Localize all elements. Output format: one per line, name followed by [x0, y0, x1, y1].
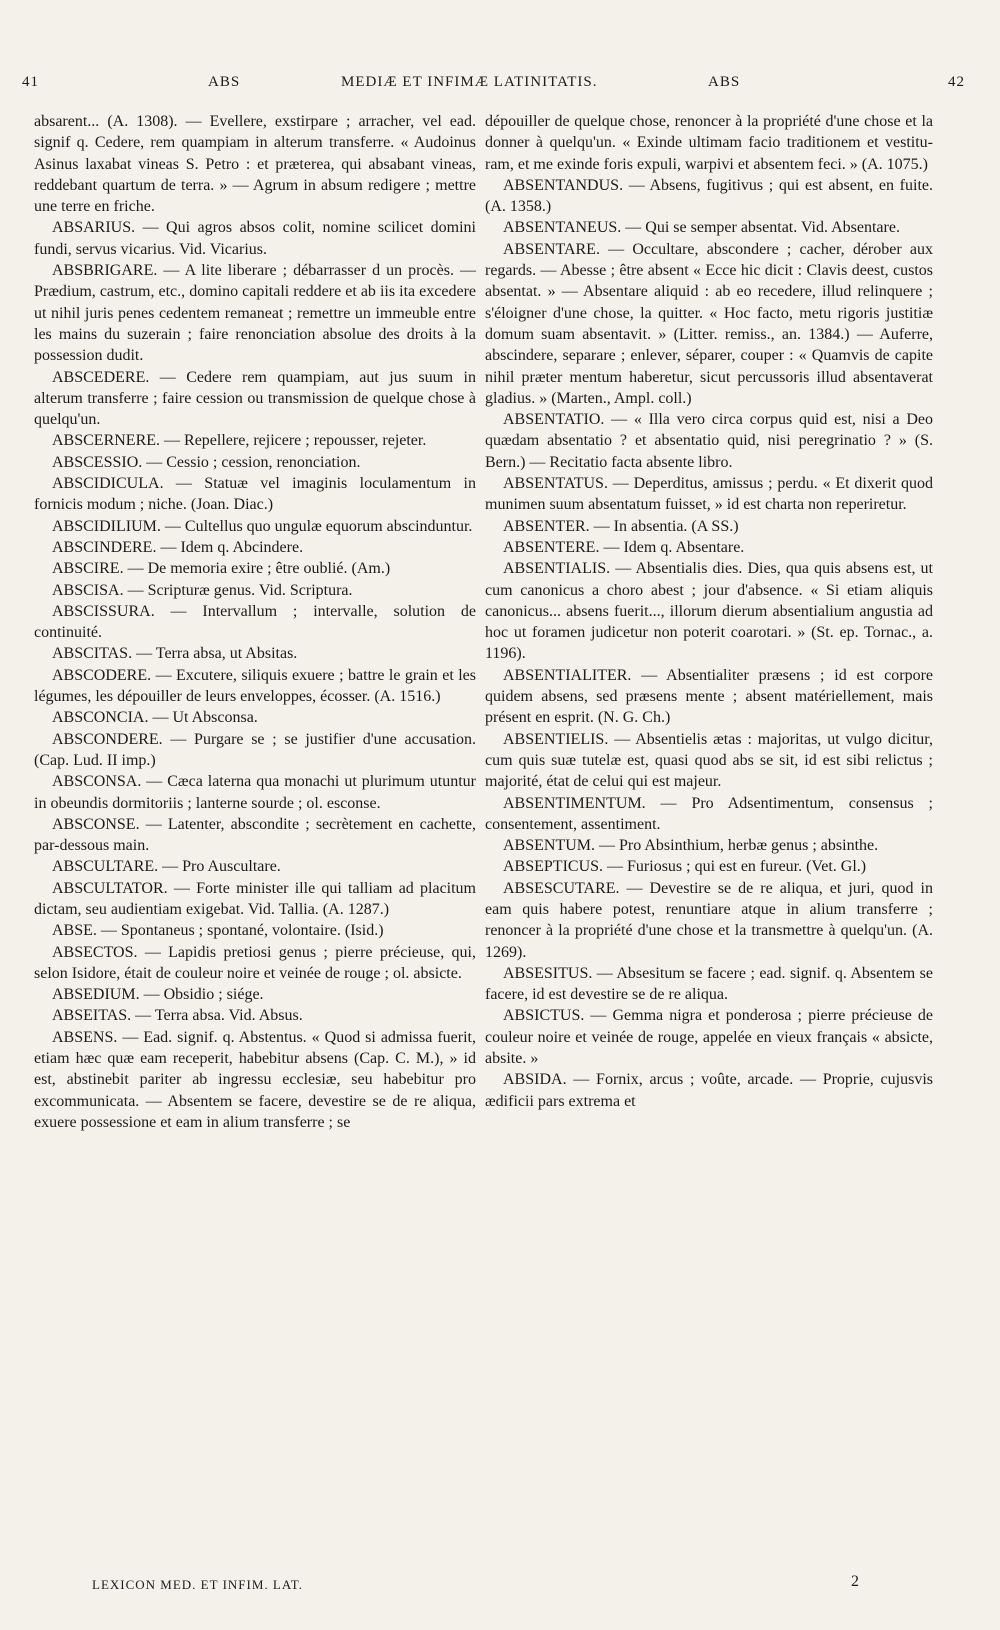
- dictionary-entry: ABSBRIGARE. — A lite liberare ; débarrasser d un procès. — Prædium, castrum, etc., domino capitali reddere et ab iis ita excedere ut nihil juris penes cedentem remaneat ; remettre un immeuble entre les mains du suzerain ; faire renonciation absolue des droits à la possession dudit.: [34, 262, 476, 365]
- dictionary-entry: ABSCEDERE. — Cedere rem quampiam, aut jus suum in alterum transferre ; faire cession ou transmission de quelque chose à quelqu'un.: [34, 368, 476, 429]
- dictionary-entry: ABSENTER. — In absentia. (A SS.): [503, 517, 739, 535]
- dictionary-entry: ABSCONCIA. — Ut Absconsa.: [52, 709, 258, 727]
- dictionary-entry: ABSEITAS. — Terra absa. Vid. Absus.: [52, 1007, 303, 1025]
- dictionary-entry: ABSCIDILIUM. — Cultellus quo ungulæ equorum abscinduntur.: [52, 517, 473, 535]
- dictionary-entry: ABSENS. — Ead. signif. q. Abstentus. « Quod si admissa fuerit, etiam hæc quæ eam receperit, habebitur absens (Cap. C. M.), » id est, abstinebit pariter ab ingressu ecclesiæ, seu habebitur pro excommunicata. — Absentem se facere, devestire se de re aliqua, exuere possessione et eam in alium transferre ; se: [34, 1028, 476, 1131]
- dictionary-entry: ABSE. — Spontaneus ; spontané, volontaire. (Isid.): [52, 922, 384, 940]
- dictionary-entry: ABSCODERE. — Excutere, siliquis exuere ; battre le grain et les légumes, les dépouiller de leurs enveloppes, écosser. (A. 1516.): [34, 666, 476, 706]
- running-title: MEDIÆ ET INFIMÆ LATINITATIS.: [341, 74, 598, 90]
- dictionary-entry: ABSENTANDUS. — Absens, fugitivus ; qui est absent, en fuite. (A. 1358.): [485, 176, 933, 216]
- page-number-right: 42: [948, 74, 965, 90]
- sheet-number: 2: [851, 1573, 859, 1590]
- dictionary-entry: ABSEDIUM. — Obsidio ; siége.: [52, 986, 264, 1004]
- dictionary-entry: ABSCULTATOR. — Forte minister ille qui talliam ad placitum dictam, seu audientiam exigebat. Vid. Tallia. (A. 1287.): [34, 879, 476, 918]
- dictionary-entry: ABSENTUM. — Pro Absinthium, herbæ genus ; absinthe.: [503, 837, 879, 855]
- dictionary-entry: ABSARIUS. — Qui agros absos colit, nomine scilicet domini fundi, servus vicarius. Vid. Vicarius.: [34, 219, 476, 258]
- dictionary-entry: ABSCESSIO. — Cessio ; cession, renonciation.: [52, 453, 361, 471]
- dictionary-entry: ABSCONSE. — Latenter, abscondite ; secrètement en cachette, par-dessous main.: [34, 815, 476, 855]
- continued-entry: absarent... (A. 1308). — Evellere, exstirpare ; arracher, vel ead. signif q. Cedere, rem quampiam in alterum transferre. « Audoinus Asinus laxabat vineas S. Petro : et præterea, qui absabant vineas, reddebant quartum de terra. » — Agrum in absum redigere ; mettre une terre en friche.: [34, 113, 476, 216]
- page-footer: [0, 1573, 1000, 1601]
- dictionary-entry: ABSENTANEUS. — Qui se semper absentat. Vid. Absentare.: [503, 219, 900, 237]
- right-column: [485, 111, 933, 1112]
- dictionary-entry: ABSESCUTARE. — Devestire se de re aliqua, et juri, quod in eam quis habere potest, renuntiare atque in alium transferre ; renoncer à la propriété d'une chose et la transmettre à quelqu'un. (A. 1269).: [485, 879, 933, 961]
- catchword-right: ABS: [708, 74, 741, 90]
- dictionary-entry: ABSENTERE. — Idem q. Absentare.: [503, 538, 745, 556]
- dictionary-entry: ABSICTUS. — Gemma nigra et ponderosa ; pierre précieuse de couleur noire et veinée de rouge, appelée en vieux français « absicte, absite. »: [485, 1007, 933, 1068]
- dictionary-entry: ABSCIDICULA. — Statuæ vel imaginis loculamentum in fornicis modum ; niche. (Joan. Diac.): [34, 475, 476, 514]
- dictionary-entry: ABSEPTICUS. — Furiosus ; qui est en fureur. (Vet. Gl.): [503, 858, 867, 876]
- left-column: [34, 111, 476, 1133]
- catchword-left: ABS: [208, 74, 241, 90]
- dictionary-entry: ABSENTIMENTUM. — Pro Adsentimentum, consensus ; consentement, assentiment.: [485, 794, 933, 833]
- dictionary-entry: ABSENTARE. — Occultare, abscondere ; cacher, dérober aux regards. — Abesse ; être absent « Ecce hic dicit : Clavis deest, custos absentat. » — Absentare aliquid : ab eo recedere, illud relinquere ; s'éloigner d'une chose, la quitter. « Hoc facto, metu rigoris justitiæ domum suam absentavit. » (Litter. remiss., an. 1384.) — Auferre, abscindere, separare ; enlever, séparer, couper : « Quamvis de capite nihil præter mentum haberetur, sicut percussoris illud absentaverat gladius. » (Marten., Ampl. coll.): [485, 240, 933, 407]
- dictionary-entry: ABSENTATIO. — « Illa vero circa corpus quid est, nisi a Deo quædam absentatio ? et absentatio quid, nisi peregrinatio ? » (S. Bern.) — Recitatio facta absente libro.: [485, 411, 933, 471]
- dictionary-entry: ABSCIRE. — De memoria exire ; être oublié. (Am.): [52, 560, 391, 578]
- dictionary-entry: ABSCERNERE. — Repellere, rejicere ; repousser, rejeter.: [52, 432, 427, 450]
- dictionary-entry: ABSCONDERE. — Purgare se ; se justifier d'une accusation. (Cap. Lud. II imp.): [34, 730, 476, 769]
- dictionary-entry: ABSIDA. — Fornix, arcus ; voûte, arcade. — Proprie, cujusvis ædificii pars extrema et: [485, 1071, 933, 1110]
- dictionary-entry: ABSCONSA. — Cæca laterna qua monachi ut plurimum utuntur in obeundis dormitoriis ; lanterne sourde ; ol. esconse.: [34, 773, 476, 812]
- dictionary-entry: ABSCISSURA. — Intervallum ; intervalle, solution de continuité.: [34, 602, 476, 642]
- dictionary-entry: ABSESITUS. — Absesitum se facere ; ead. signif. q. Absentem se facere, id est devestire se de re aliqua.: [485, 964, 933, 1004]
- signature-mark: LEXICON MED. ET INFIM. LAT.: [92, 1577, 304, 1592]
- dictionary-entry: ABSENTIALITER. — Absentialiter præsens ; id est corpore quidem absens, sed præsens mente ; absent matériellement, mais présent en esprit. (N. G. Ch.): [485, 666, 933, 727]
- dictionary-entry: ABSENTIELIS. — Absentielis ætas : majoritas, ut vulgo dicitur, cum quis suæ tutelæ est, quasi quod abs se sit, id est sibi relictus ; majorité, état de celui qui est majeur.: [485, 730, 933, 791]
- continued-entry: dépouiller de quelque chose, renoncer à la propriété d'une chose et la donner à quelqu'un. « Exinde ultimam facio traditionem et vestitu-ram, et me exinde foris expuli, warpivi et absentem feci. » (A. 1075.): [485, 113, 933, 173]
- dictionary-entry: ABSENTATUS. — Deperditus, amissus ; perdu. « Et dixerit quod munimen suum absentatum fuisset, » id est charta non reperiretur.: [485, 475, 933, 514]
- running-head: [0, 74, 1000, 98]
- dictionary-entry: ABSCITAS. — Terra absa, ut Absitas.: [52, 645, 298, 663]
- dictionary-entry: ABSCISA. — Scripturæ genus. Vid. Scriptura.: [52, 581, 353, 599]
- dictionary-entry: ABSENTIALIS. — Absentialis dies. Dies, qua quis absens est, ut cum canonicus a choro abest ; jour d'absence. « Si etiam aliquis canonicus... absens fuerit..., illorum dierum absentialium angustia ad hoc ut foramen judicetur non poterit coarotari. » (St. ep. Tornac., a. 1196).: [485, 560, 933, 663]
- page-number-left: 41: [22, 74, 39, 90]
- dictionary-entry: ABSCINDERE. — Idem q. Abcindere.: [52, 538, 304, 556]
- dictionary-entry: ABSCULTARE. — Pro Auscultare.: [52, 858, 281, 876]
- dictionary-entry: ABSECTOS. — Lapidis pretiosi genus ; pierre précieuse, qui, selon Isidore, était de couleur noire et veinée de rouge ; ol. absicte.: [34, 943, 476, 982]
